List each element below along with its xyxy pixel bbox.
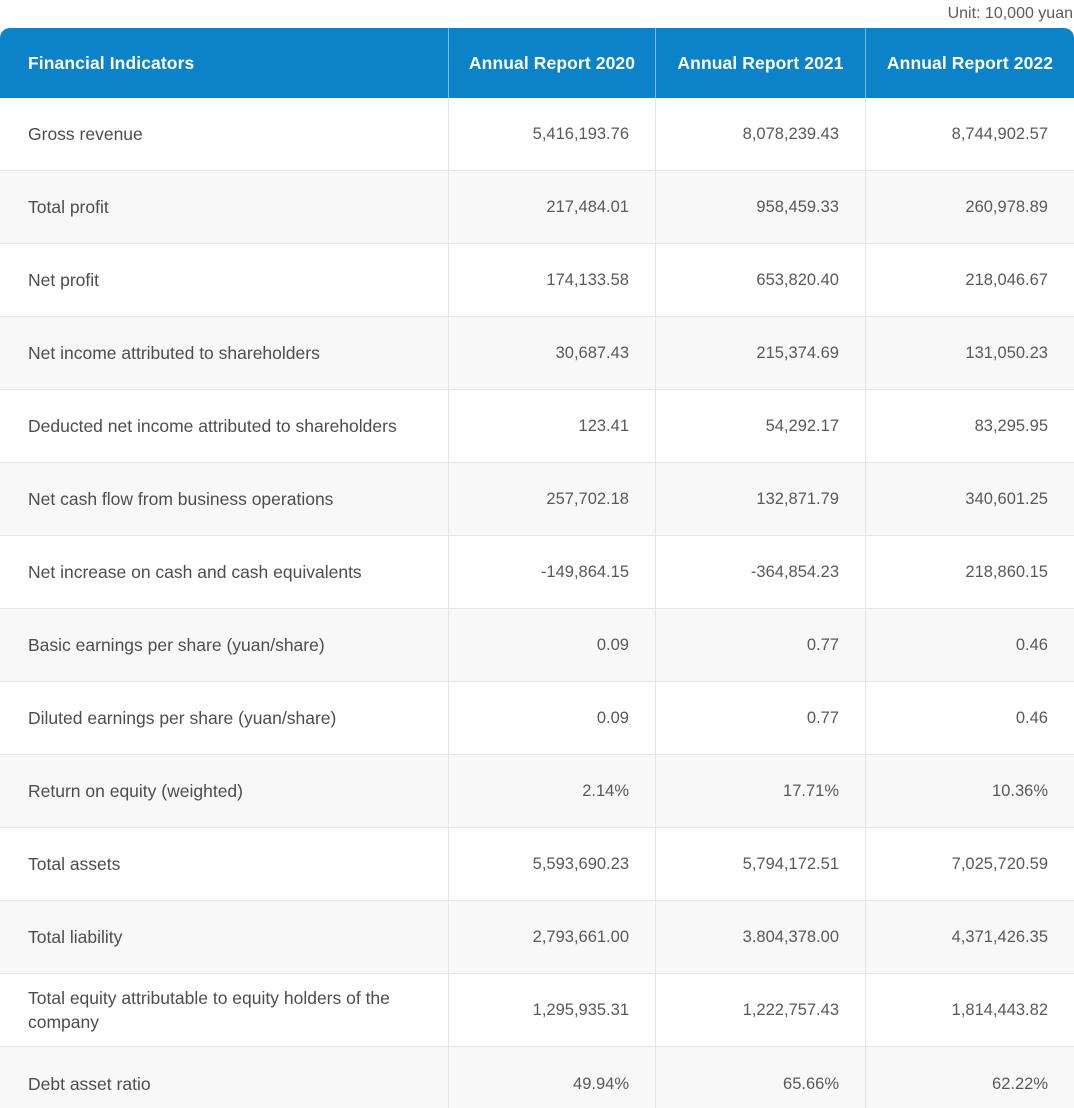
header-financial-indicators: Financial Indicators: [28, 52, 195, 73]
table-row: [0, 681, 1074, 754]
row-label: Return on equity (weighted): [28, 780, 243, 801]
row-value-2020: 2.14%: [448, 755, 655, 827]
row-value-2022: 260,978.89: [865, 171, 1074, 243]
row-value-2021: 17.71%: [655, 755, 865, 827]
row-value-2021: 8,078,239.43: [655, 98, 865, 170]
row-value-2022: 0.46: [865, 682, 1074, 754]
row-value-2022: 4,371,426.35: [865, 901, 1074, 973]
row-label: Total profit: [28, 196, 109, 217]
financial-indicators-table: [0, 28, 1074, 1108]
table-row: [0, 316, 1074, 389]
row-value-2021: 215,374.69: [655, 317, 865, 389]
table-row: [0, 608, 1074, 681]
table-row: [0, 973, 1074, 1046]
row-value-2022: 218,046.67: [865, 244, 1074, 316]
row-value-2020: 0.09: [448, 609, 655, 681]
row-label: Deducted net income attributed to shareholders: [28, 415, 397, 436]
row-value-2020: -149,864.15: [448, 536, 655, 608]
row-value-2020: 1,295,935.31: [448, 974, 655, 1046]
row-label: Total equity attributable to equity holders of the company: [28, 987, 390, 1032]
row-value-2022: 131,050.23: [865, 317, 1074, 389]
row-value-2022: 8,744,902.57: [865, 98, 1074, 170]
table-row: [0, 462, 1074, 535]
row-value-2020: 49.94%: [448, 1047, 655, 1108]
table-body: [0, 98, 1074, 1108]
row-value-2022: 340,601.25: [865, 463, 1074, 535]
table-row: [0, 389, 1074, 462]
row-label: Debt asset ratio: [28, 1073, 151, 1094]
row-label: Net increase on cash and cash equivalents: [28, 561, 362, 582]
header-annual-report-2021: Annual Report 2021: [655, 28, 865, 98]
row-label: Net cash flow from business operations: [28, 488, 334, 509]
row-label: Total assets: [28, 853, 121, 874]
unit-label: Unit: 10,000 yuan: [947, 5, 1073, 22]
row-label: Diluted earnings per share (yuan/share): [28, 707, 337, 728]
row-value-2021: 132,871.79: [655, 463, 865, 535]
table-row: [0, 170, 1074, 243]
row-value-2022: 1,814,443.82: [865, 974, 1074, 1046]
row-value-2021: 54,292.17: [655, 390, 865, 462]
row-value-2022: 83,295.95: [865, 390, 1074, 462]
row-value-2021: 5,794,172.51: [655, 828, 865, 900]
row-label: Net income attributed to shareholders: [28, 342, 320, 363]
row-value-2020: 174,133.58: [448, 244, 655, 316]
row-value-2020: 0.09: [448, 682, 655, 754]
header-annual-report-2020: Annual Report 2020: [448, 28, 655, 98]
row-value-2020: 2,793,661.00: [448, 901, 655, 973]
row-value-2022: 7,025,720.59: [865, 828, 1074, 900]
table-row: [0, 1046, 1074, 1108]
row-value-2022: 10.36%: [865, 755, 1074, 827]
table-header-row: [0, 28, 1074, 98]
table-row: [0, 98, 1074, 170]
row-value-2021: 1,222,757.43: [655, 974, 865, 1046]
row-value-2022: 0.46: [865, 609, 1074, 681]
row-label: Total liability: [28, 926, 123, 947]
row-value-2020: 30,687.43: [448, 317, 655, 389]
row-value-2021: 958,459.33: [655, 171, 865, 243]
row-value-2021: 653,820.40: [655, 244, 865, 316]
row-label: Basic earnings per share (yuan/share): [28, 634, 325, 655]
row-value-2022: 62.22%: [865, 1047, 1074, 1108]
row-value-2020: 5,593,690.23: [448, 828, 655, 900]
row-value-2020: 257,702.18: [448, 463, 655, 535]
table-row: [0, 900, 1074, 973]
row-value-2021: 3.804,378.00: [655, 901, 865, 973]
row-value-2021: 0.77: [655, 609, 865, 681]
row-value-2021: 0.77: [655, 682, 865, 754]
table-row: [0, 243, 1074, 316]
row-value-2020: 123.41: [448, 390, 655, 462]
table-row: [0, 535, 1074, 608]
row-label: Gross revenue: [28, 123, 143, 144]
row-value-2021: 65.66%: [655, 1047, 865, 1108]
header-annual-report-2022: Annual Report 2022: [865, 28, 1074, 98]
row-value-2022: 218,860.15: [865, 536, 1074, 608]
row-value-2021: -364,854.23: [655, 536, 865, 608]
table-row: [0, 827, 1074, 900]
table-row: [0, 754, 1074, 827]
row-value-2020: 217,484.01: [448, 171, 655, 243]
row-value-2020: 5,416,193.76: [448, 98, 655, 170]
row-label: Net profit: [28, 269, 99, 290]
